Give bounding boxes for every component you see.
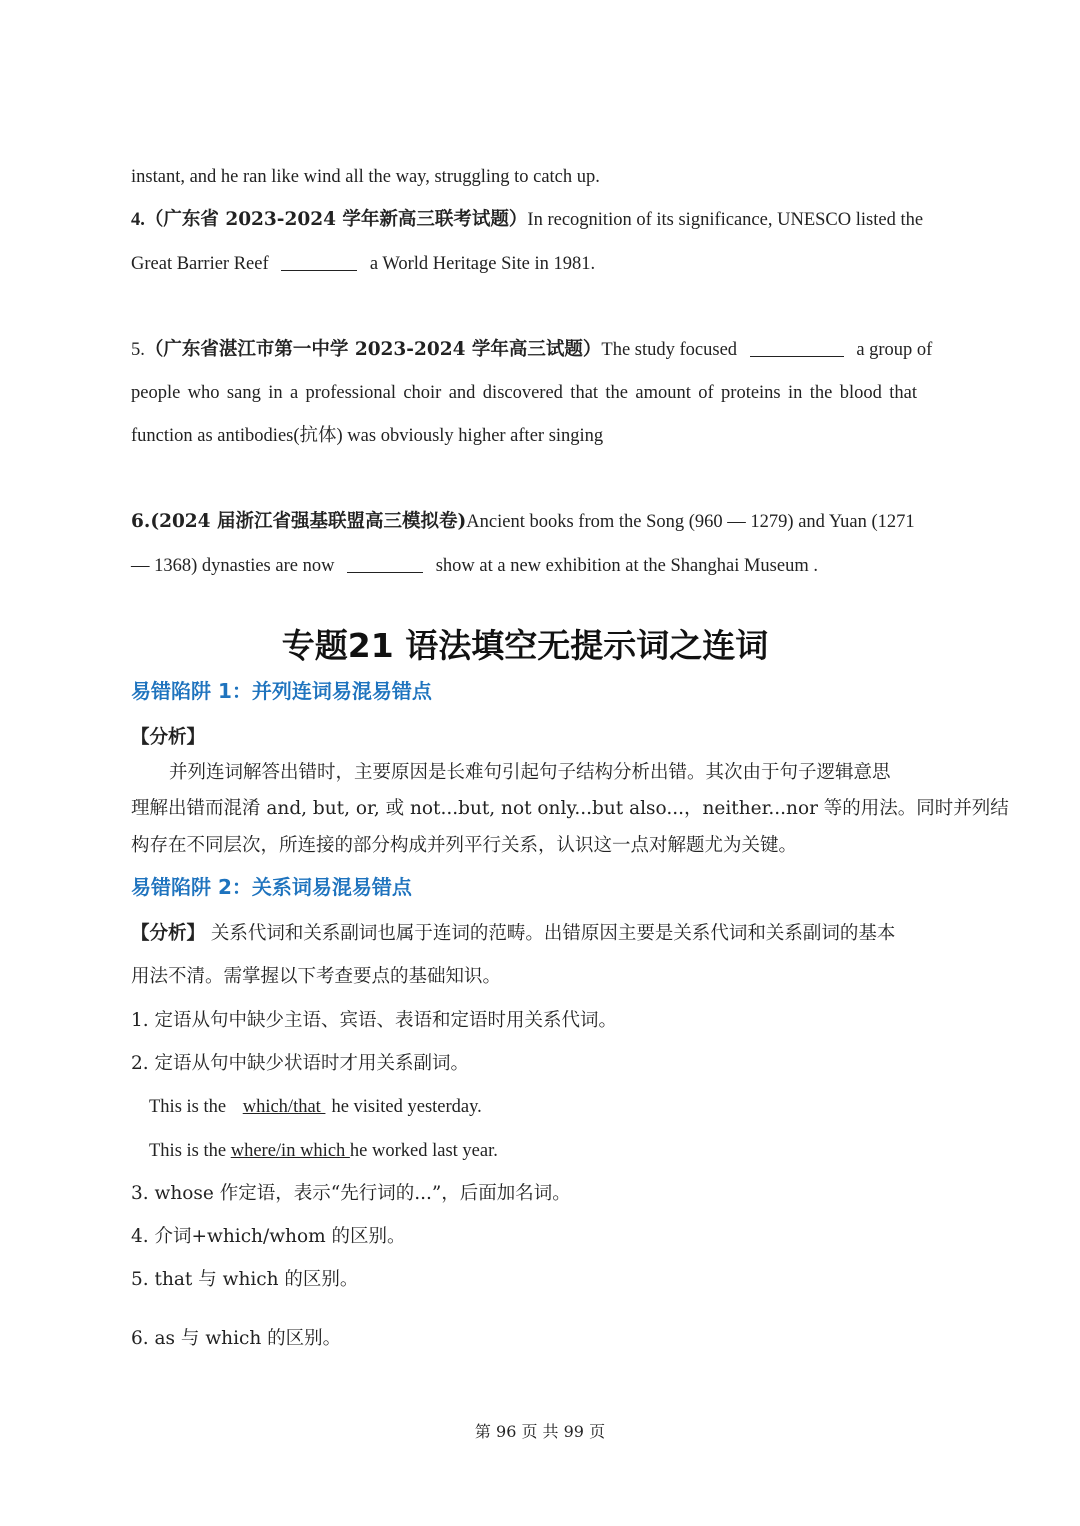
trap2-item: 2. 定语从句中缺少状语时才用关系副词。 <box>131 1053 470 1074</box>
trap1-heading: 易错陷阱 1：并列连词易混易错点 <box>131 679 432 703</box>
q3-tail: instant, and he ran like wind all the way, struggling to catch up. <box>131 167 600 187</box>
q6-text1: Ancient books from the Song (960 — 1279) and Yuan (1271 <box>466 512 915 532</box>
example-1-end: he visited yesterday. <box>331 1097 482 1117</box>
q6-line1 <box>131 509 915 535</box>
trap2-p2: 用法不清。需掌握以下考查要点的基础知识。 <box>131 966 502 987</box>
example-2 <box>149 1138 498 1164</box>
q6-text2a: — 1368) dynasties are now <box>131 556 335 576</box>
q5-source: （广东省湛江市第一中学 2023-2024 学年高三试题） <box>144 339 602 360</box>
trap1-label: 【分析】 <box>131 727 206 748</box>
q4-text1: In recognition of its significance, UNESCO listed the <box>527 210 924 230</box>
trap2-label: 【分析】 <box>131 923 206 944</box>
q5-text1b: a group of <box>856 340 933 360</box>
q6-source: 6.(2024 届浙江省强基联盟高三模拟卷) <box>131 511 467 532</box>
q4-answer-blank[interactable] <box>281 252 357 271</box>
page-footer: 第 96 页 共 99 页 <box>474 1422 606 1441</box>
q4-line2 <box>131 251 595 277</box>
trap1-p3: 构存在不同层次，所连接的部分构成并列平行关系，认识这一点对解题尤为关键。 <box>131 835 798 856</box>
trap1-p2: 理解出错而混淆 and, but, or, 或 not...but, not only...but also...，neither...nor 等的用法。同时并列结 <box>131 798 1009 819</box>
q5-answer-blank[interactable] <box>750 338 844 357</box>
q4-num: 4. <box>131 210 145 230</box>
example-1-answer: which/that <box>242 1097 326 1117</box>
q5-text1a: The study focused <box>601 340 738 360</box>
trap2-item: 3. whose 作定语，表示“先行词的...”，后面加名词。 <box>131 1183 571 1204</box>
section-title: 专题21 语法填空无提示词之连词 <box>281 626 769 665</box>
q6-line2 <box>131 553 818 579</box>
trap2-heading: 易错陷阱 2：关系词易混易错点 <box>131 875 412 899</box>
q4-text2a: Great Barrier Reef <box>131 254 269 274</box>
trap2-item: 4. 介词+which/whom 的区别。 <box>131 1226 406 1247</box>
trap1-p1: 并列连词解答出错时，主要原因是长难句引起句子结构分析出错。其次由于句子逻辑意思 <box>169 762 891 783</box>
trap2-item: 1. 定语从句中缺少主语、宾语、表语和定语时用关系代词。 <box>131 1010 618 1031</box>
example-2-start: This is the <box>149 1141 231 1161</box>
trap2-p1: 关系代词和关系副词也属于连词的范畴。出错原因主要是关系代词和关系副词的基本 <box>210 923 896 944</box>
trap2-line1 <box>131 921 895 947</box>
q6-answer-blank[interactable] <box>347 554 423 573</box>
q5-line1 <box>131 337 932 363</box>
q5-line2: people who sang in a professional choir and discovered that the amount of proteins in the blood that <box>131 383 917 403</box>
trap2-item: 6. as 与 which 的区别。 <box>131 1328 342 1349</box>
q4-text2b: a World Heritage Site in 1981. <box>369 254 596 274</box>
q4-source: （广东省 2023-2024 学年新高三联考试题） <box>144 209 528 230</box>
q4-line1 <box>131 207 923 233</box>
example-2-end: he worked last year. <box>349 1141 498 1161</box>
example-1-start: This is the <box>149 1097 227 1117</box>
example-1 <box>149 1094 482 1120</box>
q5-line3: function as antibodies(抗体) was obviously higher after singing <box>131 426 604 446</box>
q5-num: 5. <box>131 340 145 360</box>
trap2-item: 5. that 与 which 的区别。 <box>131 1269 359 1290</box>
q6-text2b: show at a new exhibition at the Shanghai Museum . <box>435 556 818 576</box>
example-2-answer: where/in which <box>230 1141 350 1161</box>
